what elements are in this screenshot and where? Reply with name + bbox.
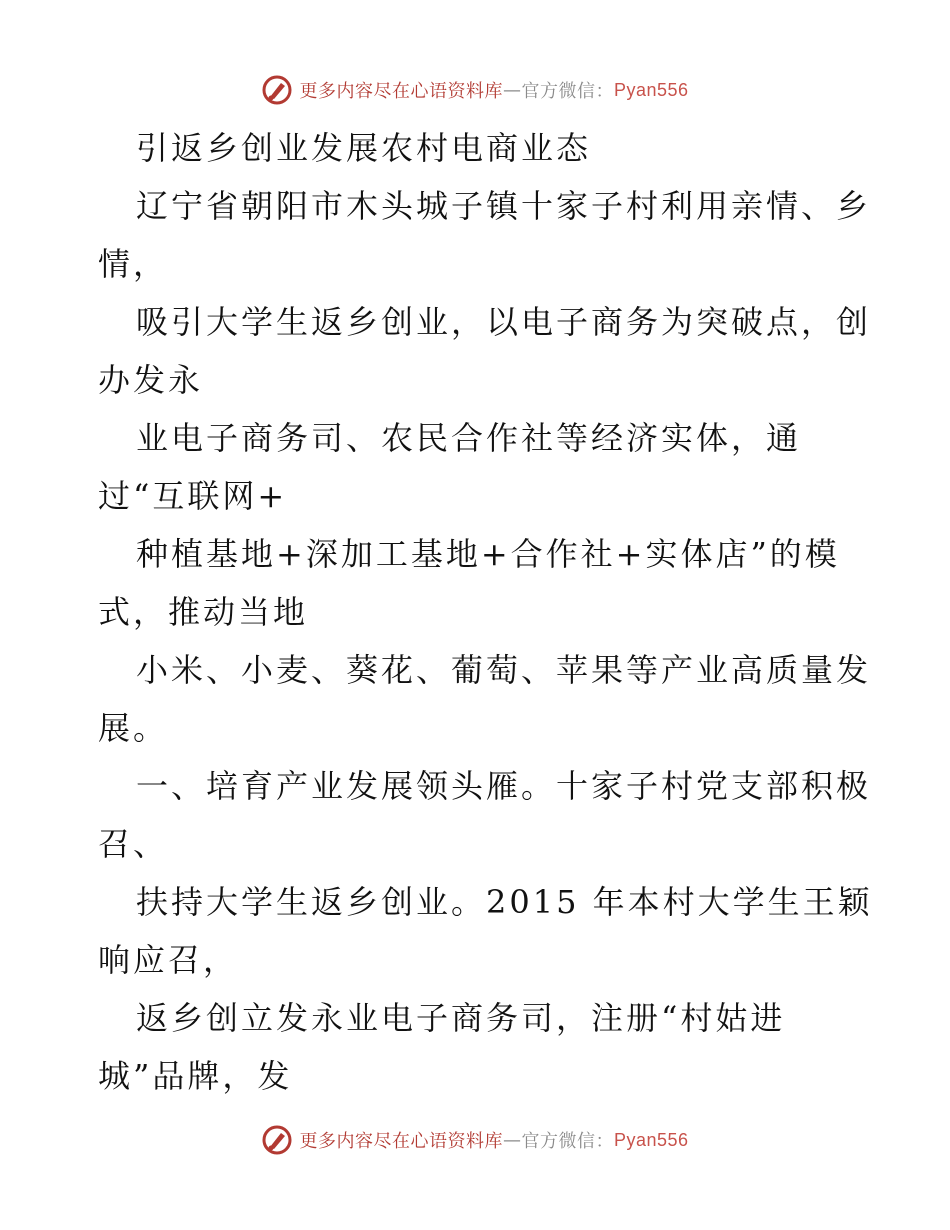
body-line: 展。 (98, 709, 169, 747)
body-line: 响应召， (98, 941, 239, 979)
body-line: 返乡创立发永业电子商务司，注册“村姑进 (136, 999, 786, 1037)
header-wechat-label: 官方微信： (521, 81, 614, 102)
body-line: 过“互联网+ (98, 477, 288, 515)
header-dash: — (502, 79, 522, 101)
body-line: 式，推动当地 (98, 593, 309, 631)
footer-site-text: 更多内容尽在心语资料库 (299, 1131, 503, 1152)
body-line: 辽宁省朝阳市木头城子镇十家子村利用亲情、乡 (136, 187, 872, 225)
pen-logo-icon (261, 74, 293, 106)
body-line: 办发永 (98, 361, 204, 399)
body-line: 情， (98, 245, 169, 283)
header-wechat-handle: Pyan556 (613, 79, 689, 100)
footer-watermark (0, 1120, 950, 1160)
footer-wechat-handle: Pyan556 (613, 1129, 689, 1150)
header-watermark (0, 70, 950, 110)
body-line: 引返乡创业发展农村电商业态 (136, 129, 592, 167)
body-line: 召、 (98, 825, 169, 863)
body-line: 小米、小麦、葵花、葡萄、苹果等产业高质量发 (136, 651, 872, 689)
body-line: 扶持大学生返乡创业。2015 年本村大学生王颖 (136, 883, 873, 921)
body-line: 业电子商务司、农民合作社等经济实体，通 (136, 419, 802, 457)
body-line: 种植基地+深加工基地+合作社+实体店”的模 (136, 535, 840, 573)
footer-wechat-label: 官方微信： (521, 1131, 614, 1152)
body-line: 城”品牌，发 (98, 1057, 293, 1095)
body-line: 一、培育产业发展领头雁。十家子村党支部积极 (136, 767, 872, 805)
header-site-text: 更多内容尽在心语资料库 (299, 81, 503, 102)
footer-dash: — (502, 1129, 522, 1151)
body-line: 吸引大学生返乡创业，以电子商务为突破点，创 (136, 303, 872, 341)
pen-logo-icon (261, 1124, 293, 1156)
